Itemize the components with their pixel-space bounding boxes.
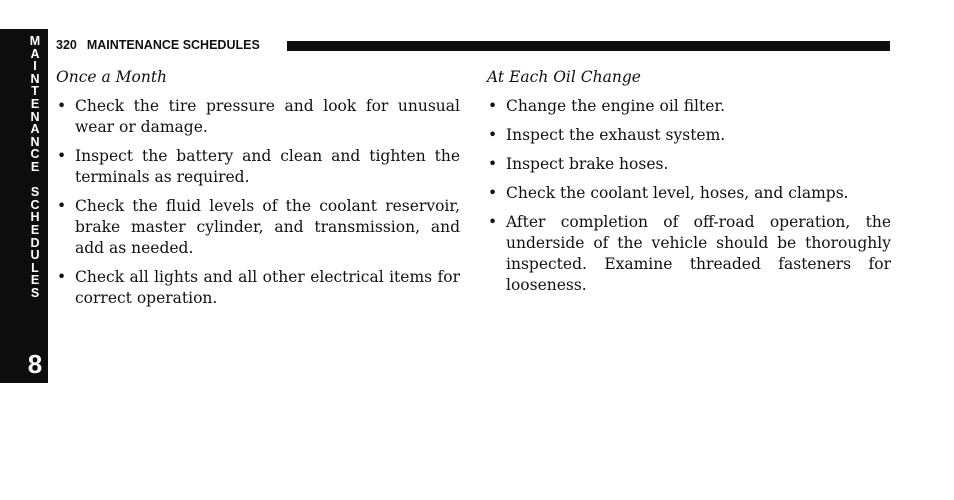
header-rule [287,41,890,51]
list-item [487,125,891,146]
list-item-text: Check all lights and all other electrical items for correct operation. [75,268,460,307]
section-tab-letter: N [30,71,40,86]
section-tab-letter: E [30,159,40,174]
list-item [487,183,891,204]
page-header [56,38,260,52]
oil-change-list [487,96,891,296]
bullet-icon: • [57,97,67,115]
section-tab-letter: N [30,109,40,124]
section-tab-letter: A [30,122,40,137]
page-number: 320 [56,38,77,52]
bullet-icon: • [488,126,498,144]
section-tab-letter: S [30,185,40,200]
section-tab-letter: S [30,285,40,300]
section-tab-letter: E [30,96,40,111]
list-item-text: Inspect brake hoses. [506,155,669,173]
list-item-text: Change the engine oil filter. [506,97,726,115]
section-tab-letters [23,35,47,299]
section-tab-letter: C [30,147,40,162]
list-item [487,154,891,175]
bullet-icon: • [488,184,498,202]
section-tab-letter: C [30,197,40,212]
section-tab-letter: T [31,84,39,99]
list-item [487,96,891,117]
list-item [56,96,460,138]
section-tab-letter: E [30,222,40,237]
list-item-text: After completion of off-road operation, the underside of the vehicle should be thoroughly inspected. Examine threaded fasteners for looseness. [506,213,891,294]
section-tab-letter: I [33,59,37,74]
list-item-text: Inspect the battery and clean and tighten the terminals as required. [75,147,460,186]
list-item-text: Check the fluid levels of the coolant reservoir, brake master cylinder, and transmission, and add as needed. [75,197,460,257]
list-item [56,146,460,188]
section-tab-letter: L [31,260,39,275]
section-tab-letter: H [30,210,40,225]
oil-change-heading: At Each Oil Change [487,68,641,86]
section-tab-letter: D [30,235,40,250]
list-item-text: Inspect the exhaust system. [506,126,726,144]
once-a-month-list [56,96,460,309]
bullet-icon: • [488,213,498,231]
section-tab-letter: U [30,248,40,263]
oil-change-column [487,66,891,304]
section-tab-letter: E [30,273,40,288]
bullet-icon: • [488,155,498,173]
section-number: 8 [27,349,43,379]
section-tab-letter: N [30,134,40,149]
list-item-text: Check the coolant level, hoses, and clamps. [506,184,849,202]
bullet-icon: • [57,268,67,286]
section-tab-letter: M [29,34,41,48]
once-a-month-column [56,66,460,317]
list-item [56,196,460,259]
section-tab-letter: A [30,46,40,61]
once-a-month-heading: Once a Month [56,68,168,86]
list-item [487,212,891,296]
section-title: MAINTENANCE SCHEDULES [86,38,260,52]
bullet-icon: • [57,147,67,165]
bullet-icon: • [488,97,498,115]
list-item-text: Check the tire pressure and look for unusual wear or damage. [75,97,460,136]
bullet-icon: • [57,197,67,215]
list-item [56,267,460,309]
